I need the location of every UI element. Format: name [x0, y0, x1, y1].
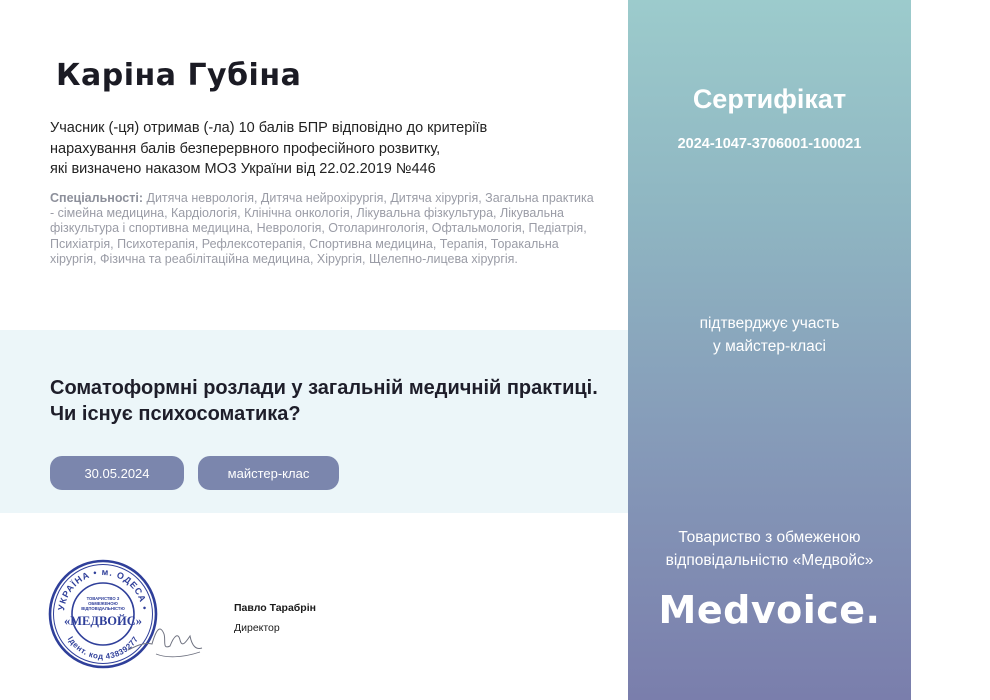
- confirm-line-2: у майстер-класі: [713, 338, 826, 355]
- company-line-2: відповідальністю «Медвойс»: [665, 552, 874, 569]
- certificate-title: Сертифікат: [692, 84, 847, 114]
- company-line-1: Товариство з обмеженою: [678, 529, 861, 546]
- course-title-line-2: Чи існує психосоматика?: [50, 402, 301, 425]
- signature-scribble: [126, 606, 206, 666]
- specialties-label: Спеціальності:: [50, 191, 143, 205]
- participation-confirmation: [628, 312, 911, 358]
- statement-line-3: які визначено наказом МОЗ України від 22.02.2019 №446: [50, 161, 436, 177]
- course-title: [50, 376, 620, 427]
- certificate-number: 2024-1047-3706001-100021: [677, 136, 862, 152]
- stamp-center-small: ТОВАРИСТВО З ОБМЕЖЕНОЮ ВІДПОВІДАЛЬНІСТЮ: [81, 596, 125, 611]
- stamp-center-big: «МЕДВОЙС»: [63, 614, 143, 628]
- specialties-list: Дитяча неврологія, Дитяча нейрохірургія, Дитяча хірургія, Загальна практика - сімейна медицина, Кардіологія, Клінічна онкологія, Лікувальна фізкультура, Лікувальна фізкультура і спортивна медицина, Неврологія, Отоларингологія, Офтальмологія, Педіатрія, Психіатрія, Психотерапія, Рефлексотерапія, Спортивна медицина, Терапія, Торакальна хірургія, Фізична та реабілітаційна медицина, Хірургія, Щелепно-лицева хірургія.: [50, 191, 594, 266]
- bpr-statement: [50, 118, 520, 180]
- specialties: [50, 191, 595, 267]
- statement-line-2: нарахування балів безперервного професійного розвитку,: [50, 140, 441, 157]
- statement-line-1: Учасник (-ця) отримав (-ла) 10 балів БПР відповідно до критеріїв: [50, 120, 488, 136]
- course-title-line-1: Соматоформні розлади у загальній медичній практиці.: [50, 377, 598, 399]
- participant-name: Каріна Губіна: [56, 58, 302, 93]
- stamp-top-text: УКРАЇНА • м. ОДЕСА •: [56, 566, 150, 612]
- signer-name: Павло Тарабрін: [234, 602, 316, 614]
- issuer-company: [628, 526, 911, 572]
- confirm-line-1: підтверджує участь: [699, 315, 840, 332]
- course-date-badge: 30.05.2024: [50, 456, 184, 490]
- medvoice-logo: Medvoice.: [658, 588, 881, 632]
- certificate-right-panel: [628, 0, 911, 700]
- stamp-bottom-text: Ідент. код 43839277: [65, 634, 141, 662]
- signer-role: Директор: [234, 622, 280, 634]
- course-type-badge: майстер-клас: [198, 456, 339, 490]
